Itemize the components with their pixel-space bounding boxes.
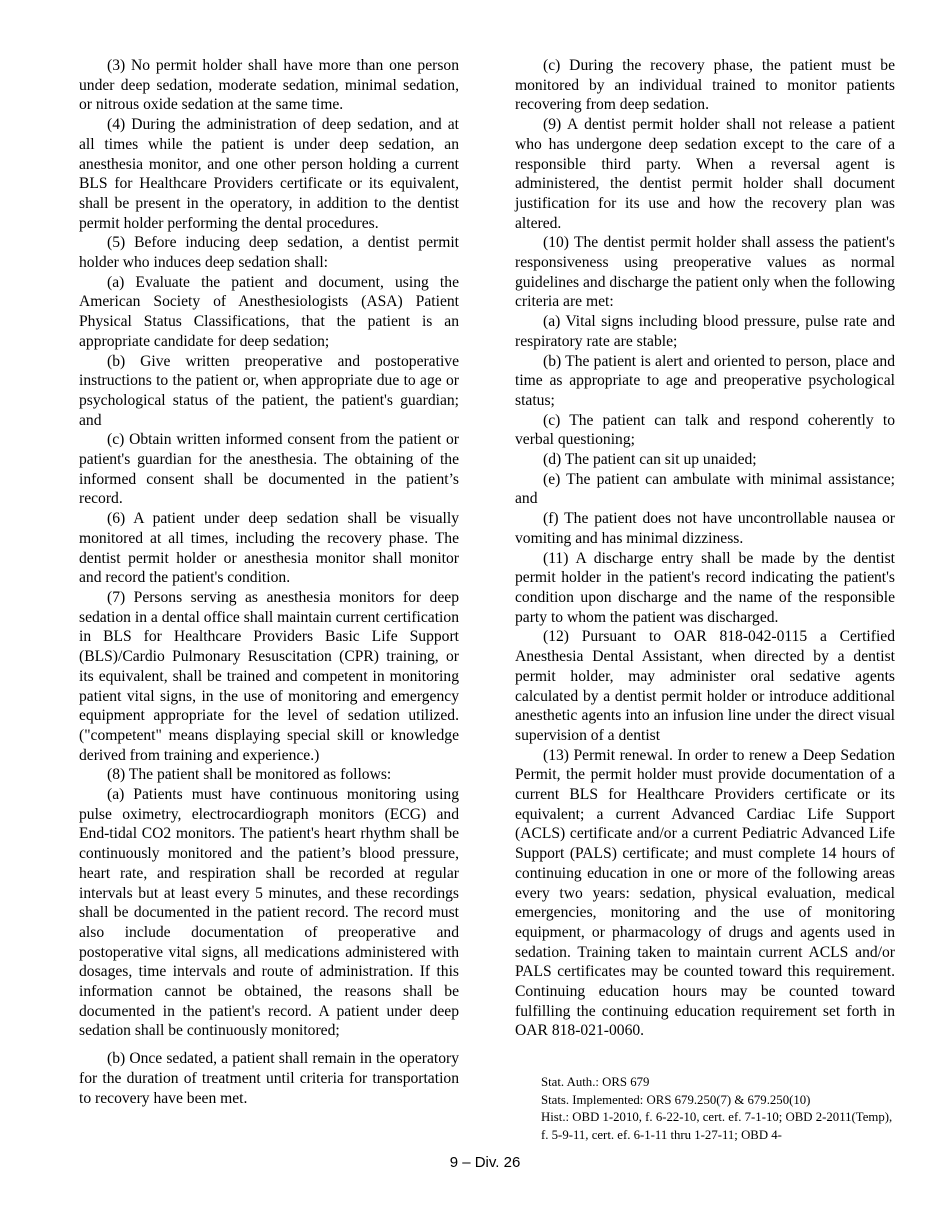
paragraph: (f) The patient does not have uncontrollable nausea or vomiting and has minimal dizziness. xyxy=(515,510,895,547)
history: Hist.: OBD 1-2010, f. 6-22-10, cert. ef. 7-1-10; OBD 2-2011(Temp), f. 5-9-11, cert. ef. 6-1-11 thru 1-27-11; OBD 4- xyxy=(541,1110,893,1142)
paragraph: (a) Vital signs including blood pressure, pulse rate and respiratory rate are stable; xyxy=(515,313,895,350)
paragraph: (e) The patient can ambulate with minimal assistance; and xyxy=(515,470,895,508)
paragraph: (13) Permit renewal. In order to renew a Deep Sedation Permit, the permit holder must provide documentation of a current BLS for Healthcare Providers certificate or its equivalent; a current Advanced Cardiac Life Support (ACLS) certificate and/or a current Pediatric Advanced Life Support (PALS) certificate; and must complete 14 hours of continuing education in one or more of the following areas every two years: sedation, physical evaluation, medical emergencies, monitoring and the use of monitoring equipment, or pharmacology of drugs and agents used in sedation. Training taken to maintain current ACLS and/or PALS certificates may be counted toward this requirement. Continuing education hours may be counted toward fulfilling the continuing education requirement set forth in OAR 818-021-0060. xyxy=(515,746,895,1040)
paragraph: (b) The patient is alert and oriented to person, place and time as appropriate to age and preoperative psychological status; xyxy=(515,352,895,409)
paragraph: (c) During the recovery phase, the patient must be monitored by an individual trained to monitor patients recovering from deep sedation. xyxy=(515,57,895,114)
page-footer: 9 – Div. 26 xyxy=(449,1154,521,1171)
stat-auth: Stat. Auth.: ORS 679 xyxy=(541,1075,650,1089)
right-column xyxy=(515,56,895,1041)
left-column xyxy=(79,56,459,1108)
paragraph: (3) No permit holder shall have more than one person under deep sedation, moderate sedation, minimal sedation, or nitrous oxide sedation at the same time. xyxy=(79,57,459,114)
stats-implemented: Stats. Implemented: ORS 679.250(7) & 679.250(10) xyxy=(541,1092,811,1107)
paragraph: (11) A discharge entry shall be made by the dentist permit holder in the patient's record indicating the patient's condition upon discharge and the name of the responsible party to whom the patient was discharged. xyxy=(515,549,895,626)
paragraph: (d) The patient can sit up unaided; xyxy=(543,451,757,469)
paragraph: (a) Patients must have continuous monitoring using pulse oximetry, electrocardiograph monitors (ECG) and End-tidal CO2 monitors. The patient's heart rhythm shall be continuously monitored and the patient’s blood pressure, heart rate, and respiration shall be recorded at regular intervals but at least every 5 minutes, and these recordings shall be documented in the patient record. The record must also include documentation of preoperative and postoperative vital signs, all medications administered with dosages, time intervals and route of administration. If this information cannot be obtained, the reasons shall be documented in the patient's record. A patient under deep sedation shall be continuously monitored; xyxy=(79,786,459,1040)
statutory-notes xyxy=(541,1074,901,1144)
paragraph: (8) The patient shall be monitored as follows: xyxy=(107,766,392,784)
paragraph: (10) The dentist permit holder shall assess the patient's responsiveness using preoperative values as normal guidelines and discharge the patient only when the following criteria are met: xyxy=(515,234,895,311)
paragraph: (6) A patient under deep sedation shall be visually monitored at all times, including the recovery phase. The dentist permit holder or anesthesia monitor shall monitor and record the patient's condition. xyxy=(79,510,459,587)
paragraph: (12) Pursuant to OAR 818-042-0115 a Certified Anesthesia Dental Assistant, when directed by a dentist permit holder, may administer oral sedative agents calculated by a dentist permit holder or introduce additional anesthetic agents into an infusion line under the direct visual supervision of a dentist xyxy=(515,628,895,744)
paragraph: (4) During the administration of deep sedation, and at all times while the patient is under deep sedation, an anesthesia monitor, and one other person holding a current BLS for Healthcare Providers certificate or its equivalent, shall be present in the operatory, in addition to the dentist permit holder performing the dental procedures. xyxy=(79,116,459,232)
paragraph: (a) Evaluate the patient and document, using the American Society of Anesthesiologists (ASA) Patient Physical Status Classifications, that the patient is an appropriate candidate for deep sedation; xyxy=(79,273,459,350)
paragraph: (c) The patient can talk and respond coherently to verbal questioning; xyxy=(515,411,895,449)
paragraph: (7) Persons serving as anesthesia monitors for deep sedation in a dental office shall maintain current certification in BLS for Healthcare Providers Basic Life Support (BLS)/Cardio Pulmonary Resuscitation (CPR) training, or its equivalent, shall be trained and competent in monitoring patient vital signs, in the use of monitoring and emergency equipment appropriate for the level of sedation utilized. ("competent" means displaying special skill or knowledge derived from training and experience.) xyxy=(79,588,459,764)
paragraph: (9) A dentist permit holder shall not release a patient who has undergone deep sedation except to the care of a responsible third party. When a reversal agent is administered, the dentist permit holder shall document justification for its use and how the recovery plan was altered. xyxy=(515,116,895,232)
paragraph: (b) Once sedated, a patient shall remain in the operatory for the duration of treatment until criteria for transportation to recovery have been met. xyxy=(79,1050,459,1107)
paragraph: (5) Before inducing deep sedation, a dentist permit holder who induces deep sedation shall: xyxy=(79,234,459,272)
paragraph: (c) Obtain written informed consent from the patient or patient's guardian for the anesthesia. The obtaining of the informed consent shall be documented in the patient’s record. xyxy=(79,431,459,508)
paragraph: (b) Give written preoperative and postoperative instructions to the patient or, when appropriate due to age or psychological status of the patient, the patient's guardian; and xyxy=(79,352,459,429)
